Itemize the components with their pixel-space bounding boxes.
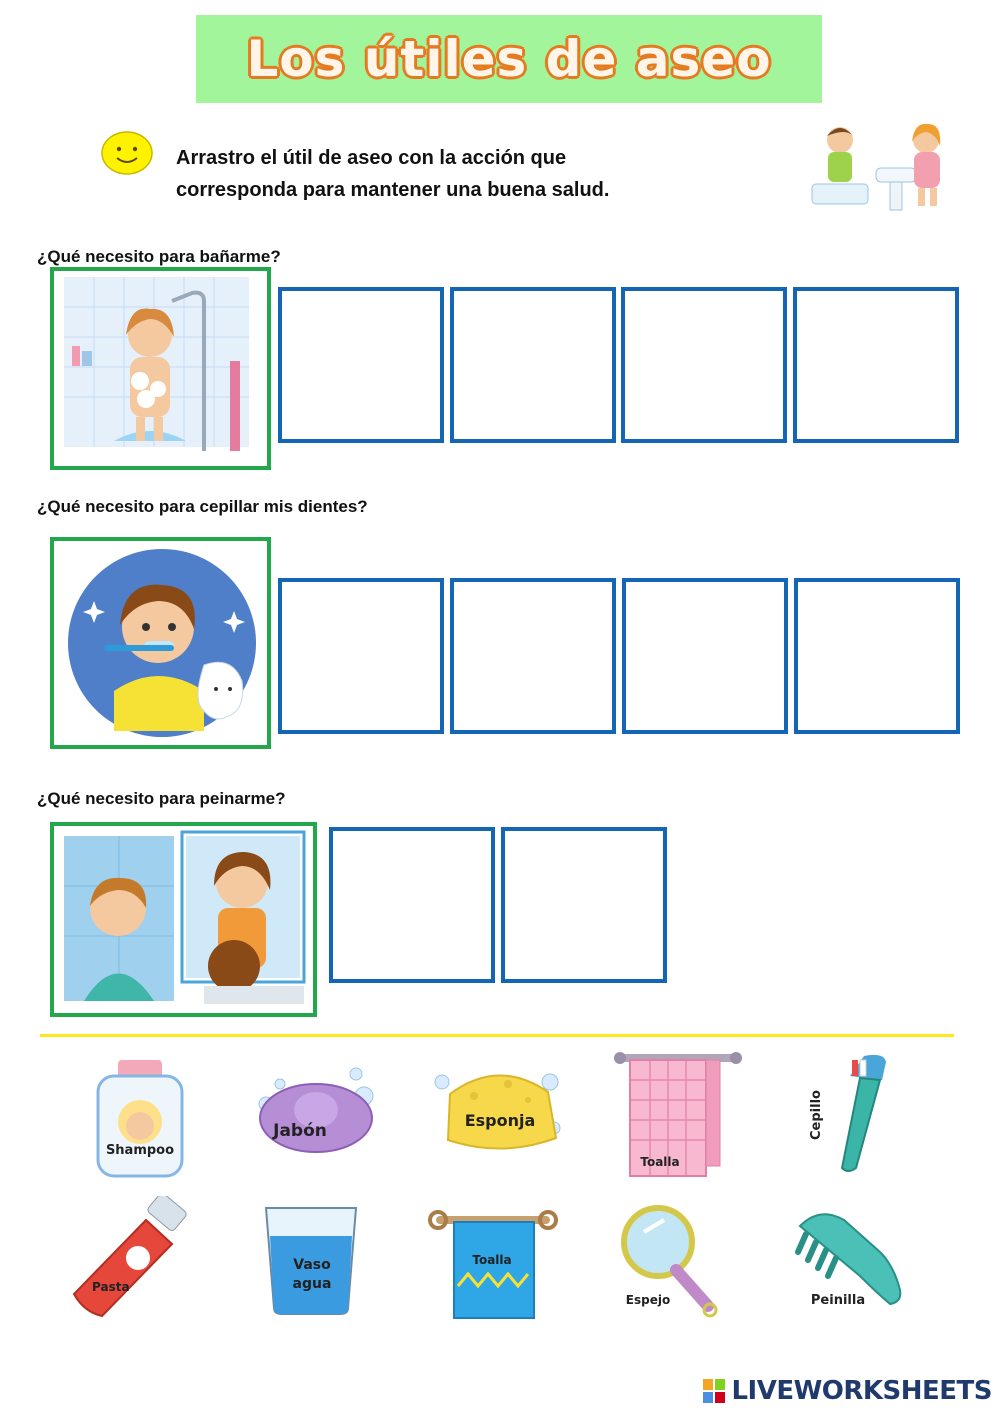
kids-combing-hair-icon — [54, 826, 313, 1013]
sponge-icon[interactable] — [428, 1054, 578, 1184]
shampoo-bottle-icon[interactable] — [60, 1054, 210, 1184]
drop-slot-teeth-4[interactable] — [794, 578, 960, 734]
title-banner — [196, 15, 822, 103]
hand-mirror-icon[interactable] — [612, 1196, 762, 1326]
question-brush-teeth: ¿Qué necesito para cepillar mis dientes? — [37, 497, 368, 516]
bathing-scene — [50, 267, 271, 470]
label-glass-line1: Vaso — [293, 1257, 331, 1273]
drop-slot-teeth-3[interactable] — [622, 578, 788, 734]
page-title: Los útiles de aseo — [246, 30, 772, 88]
instructions — [176, 142, 796, 206]
smiley-icon — [100, 130, 154, 176]
drop-slot-bathe-2[interactable] — [450, 287, 616, 443]
label-pink-towel: Toalla — [640, 1155, 680, 1169]
soap-icon[interactable] — [244, 1054, 394, 1184]
divider-line — [40, 1034, 954, 1037]
pink-towel-icon[interactable] — [612, 1050, 762, 1180]
combing-scene — [50, 822, 317, 1017]
girl-showering-icon — [54, 271, 267, 466]
drop-slot-hair-2[interactable] — [501, 827, 667, 983]
boy-brushing-teeth-icon — [54, 541, 267, 745]
toothbrushing-scene — [50, 537, 271, 749]
toothbrush-icon[interactable] — [790, 1050, 940, 1180]
label-toothpaste: Pasta — [92, 1280, 130, 1294]
label-glass-line2: agua — [292, 1276, 332, 1292]
kids-washing-illustration — [806, 118, 956, 214]
water-glass-icon[interactable] — [244, 1196, 394, 1326]
drop-slot-bathe-4[interactable] — [793, 287, 959, 443]
question-comb-hair: ¿Qué necesito para peinarme? — [37, 789, 286, 808]
question-bathe: ¿Qué necesito para bañarme? — [37, 247, 281, 266]
label-toothbrush: Cepillo — [809, 1090, 824, 1140]
instruction-line-1: Arrastro el útil de aseo con la acción que — [176, 147, 567, 169]
label-shampoo: Shampoo — [105, 1143, 175, 1158]
label-soap: Jabón — [273, 1121, 327, 1141]
instruction-line-2: corresponda para mantener una buena salud. — [176, 179, 610, 201]
brand-logo — [703, 1375, 992, 1407]
label-mirror: Espejo — [625, 1293, 671, 1307]
label-sponge: Esponja — [464, 1111, 536, 1130]
drop-slot-bathe-1[interactable] — [278, 287, 444, 443]
label-comb: Peinilla — [810, 1293, 866, 1308]
brand-name: LIVEWORKSHEETS — [731, 1376, 992, 1406]
drop-slot-bathe-3[interactable] — [621, 287, 787, 443]
label-blue-towel: Toalla — [472, 1253, 512, 1267]
blue-towel-icon[interactable] — [428, 1196, 578, 1326]
comb-icon[interactable] — [790, 1196, 940, 1326]
drop-slot-teeth-1[interactable] — [278, 578, 444, 734]
drop-slot-teeth-2[interactable] — [450, 578, 616, 734]
liveworksheets-logo-icon — [703, 1379, 725, 1403]
toothpaste-icon[interactable] — [60, 1196, 210, 1326]
drop-slot-hair-1[interactable] — [329, 827, 495, 983]
